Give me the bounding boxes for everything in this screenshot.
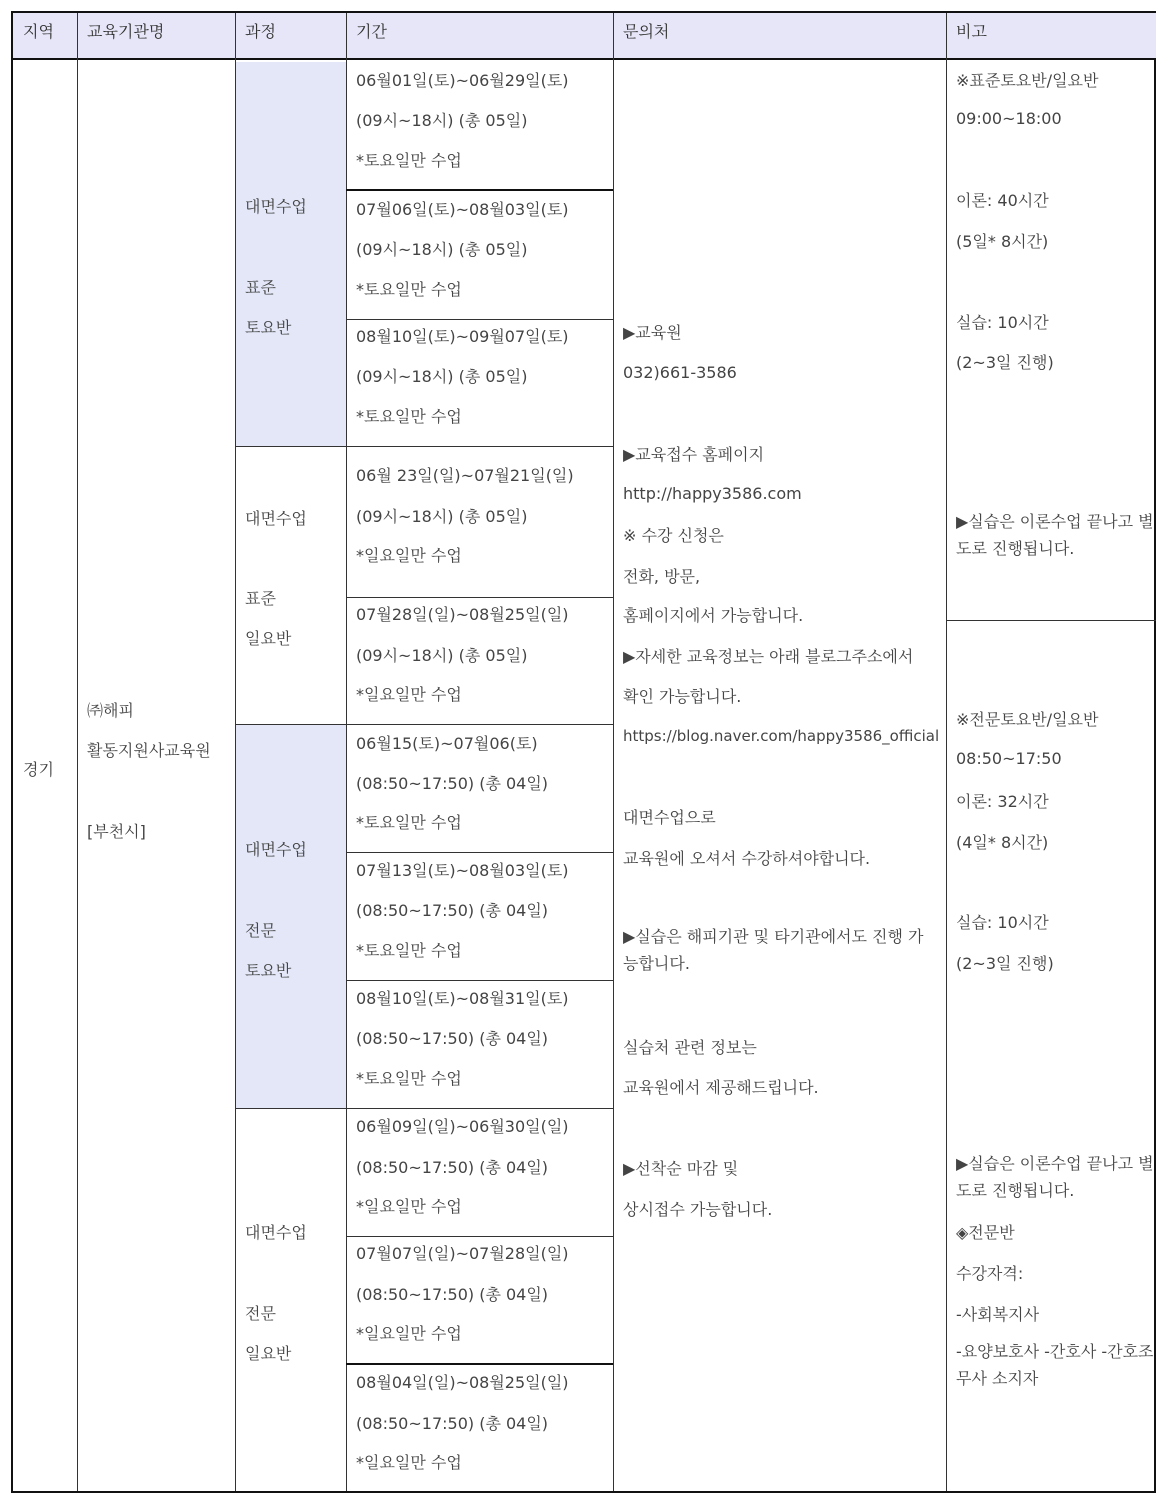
header-region [13, 13, 77, 60]
remark-text: (2~3일 진행) [956, 954, 1054, 973]
column-divider [77, 13, 78, 1491]
remark-text: 실습: 10시간 [956, 313, 1049, 332]
remark-text: 실습: 10시간 [956, 913, 1049, 932]
row-divider [946, 620, 1156, 621]
remark-text: ▶실습은 이론수업 끝나고 별도로 진행됩니다. [956, 1154, 1154, 1200]
row-divider [346, 1363, 613, 1365]
header-period-label: 기간 [356, 22, 387, 41]
period-note: *일요일만 수업 [356, 685, 462, 704]
column-divider [346, 13, 347, 1491]
row-divider [235, 724, 613, 725]
period-note: *일요일만 수업 [356, 1453, 462, 1472]
course-name: 일요반 [245, 1344, 292, 1363]
period-dates: 07월07일(일)~07월28일(일) [356, 1244, 569, 1263]
period-hours: (09시~18시) (총 05일) [356, 646, 528, 665]
contact-text: ▶선착순 마감 및 [623, 1159, 739, 1178]
column-divider [613, 13, 614, 1491]
course-name: 토요반 [245, 961, 292, 980]
contact-text: ▶실습은 해피기관 및 타기관에서도 진행 가능합니다. [623, 927, 924, 973]
row-divider [346, 319, 613, 320]
row-divider [346, 852, 613, 853]
remark-text: ※표준토요반/일요반 [956, 71, 1099, 90]
remark-text: -사회복지사 [956, 1305, 1040, 1324]
course-name: 전문 [245, 1304, 276, 1323]
course-type: 대면수업 [245, 509, 307, 528]
period-note: *토요일만 수업 [356, 813, 462, 832]
header-contact [613, 13, 946, 60]
period-note: *토요일만 수업 [356, 151, 462, 170]
column-divider [946, 13, 947, 1491]
course-type: 대면수업 [245, 840, 307, 859]
contact-text: ▶자세한 교육정보는 아래 블로그주소에서 [623, 647, 914, 666]
period-dates: 06월15(토)~07월06(토) [356, 734, 538, 753]
header-remarks-label: 비고 [956, 22, 987, 41]
contact-text: 확인 가능합니다. [623, 687, 742, 706]
contact-text: 상시접수 가능합니다. [623, 1200, 773, 1219]
contact-text: 홈페이지에서 가능합니다. [623, 606, 804, 625]
remark-text: -요양보호사 -간호사 -간호조무사 소지자 [956, 1342, 1154, 1388]
period-hours: (08:50~17:50) (총 04일) [356, 1029, 549, 1048]
period-hours: (08:50~17:50) (총 04일) [356, 1414, 549, 1433]
header-region-label: 지역 [23, 22, 54, 41]
institution-location: [부천시] [87, 822, 146, 841]
row-divider [235, 446, 613, 447]
remark-text: (2~3일 진행) [956, 353, 1054, 372]
row-divider [235, 1108, 613, 1109]
period-hours: (09시~18시) (총 05일) [356, 367, 528, 386]
period-hours: (08:50~17:50) (총 04일) [356, 1158, 549, 1177]
header-period [346, 13, 613, 60]
header-institution [77, 13, 235, 60]
period-hours: (08:50~17:50) (총 04일) [356, 1285, 549, 1304]
course-name: 전문 [245, 921, 276, 940]
contact-text: 실습처 관련 정보는 [623, 1038, 757, 1057]
header-institution-label: 교육기관명 [87, 22, 165, 41]
contact-heading: ▶교육접수 홈페이지 [623, 445, 765, 464]
remark-text: ◈전문반 [956, 1223, 1015, 1242]
period-dates: 08월10일(토)~09월07일(토) [356, 327, 569, 346]
row-divider [346, 980, 613, 981]
course-name: 토요반 [245, 318, 292, 337]
period-dates: 06월 23일(일)~07월21일(일) [356, 466, 574, 485]
region-text: 경기 [23, 760, 54, 779]
period-note: *토요일만 수업 [356, 941, 462, 960]
remark-text: ※전문토요반/일요반 [956, 710, 1099, 729]
remark-text: 이론: 32시간 [956, 792, 1049, 811]
contact-heading: ▶교육원 [623, 323, 682, 342]
education-schedule-table [11, 11, 1156, 1493]
remark-text: 09:00~18:00 [956, 109, 1062, 128]
period-dates: 08월10일(토)~08월31일(토) [356, 989, 569, 1008]
period-hours: (08:50~17:50) (총 04일) [356, 774, 549, 793]
remark-text: ▶실습은 이론수업 끝나고 별도로 진행됩니다. [956, 512, 1154, 558]
period-note: *일요일만 수업 [356, 1197, 462, 1216]
period-note: *토요일만 수업 [356, 1069, 462, 1088]
contact-text: ※ 수강 신청은 [623, 526, 724, 545]
period-dates: 07월06일(토)~08월03일(토) [356, 200, 569, 219]
period-note: *토요일만 수업 [356, 280, 462, 299]
contact-text: 전화, 방문, [623, 567, 701, 586]
period-dates: 07월28일(일)~08월25일(일) [356, 605, 569, 624]
course-type: 대면수업 [245, 197, 307, 216]
period-hours: (09시~18시) (총 05일) [356, 111, 528, 130]
contact-text: 교육원에 오셔서 수강하셔야합니다. [623, 849, 871, 868]
institution-name-line2: 활동지원사교육원 [87, 741, 211, 760]
period-dates: 06월09일(일)~06월30일(일) [356, 1117, 569, 1136]
header-contact-label: 문의처 [623, 22, 670, 41]
contact-blog-link[interactable]: https://blog.naver.com/happy3586_official [623, 727, 940, 745]
remark-text: 이론: 40시간 [956, 191, 1049, 210]
column-divider [235, 13, 236, 1491]
period-dates: 06월01일(토)~06월29일(토) [356, 71, 569, 90]
remark-text: 08:50~17:50 [956, 749, 1062, 768]
period-hours: (08:50~17:50) (총 04일) [356, 901, 549, 920]
remark-text: (4일* 8시간) [956, 833, 1049, 852]
period-dates: 07월13일(토)~08월03일(토) [356, 861, 569, 880]
course-bg-expert-saturday [235, 725, 346, 1108]
course-name: 표준 [245, 278, 276, 297]
remark-text: 수강자격: [956, 1264, 1024, 1283]
course-name: 표준 [245, 589, 276, 608]
period-hours: (09시~18시) (총 05일) [356, 507, 528, 526]
institution-name-line1: ㈜해피 [87, 701, 134, 720]
remark-text: (5일* 8시간) [956, 232, 1049, 251]
period-hours: (09시~18시) (총 05일) [356, 240, 528, 259]
row-divider [346, 1236, 613, 1237]
course-name: 일요반 [245, 629, 292, 648]
header-course [235, 13, 346, 60]
course-type: 대면수업 [245, 1223, 307, 1242]
row-divider [346, 189, 613, 191]
row-divider [346, 597, 613, 598]
course-bg-standard-saturday [235, 62, 346, 446]
contact-phone[interactable]: 032)661-3586 [623, 363, 737, 382]
header-remarks [946, 13, 1156, 60]
header-course-label: 과정 [245, 22, 276, 41]
period-note: *토요일만 수업 [356, 407, 462, 426]
period-note: *일요일만 수업 [356, 546, 462, 565]
contact-text: 교육원에서 제공해드립니다. [623, 1078, 819, 1097]
contact-text: 대면수업으로 [623, 808, 716, 827]
contact-homepage-link[interactable]: http://happy3586.com [623, 484, 802, 503]
period-dates: 08월04일(일)~08월25일(일) [356, 1373, 569, 1392]
period-note: *일요일만 수업 [356, 1324, 462, 1343]
